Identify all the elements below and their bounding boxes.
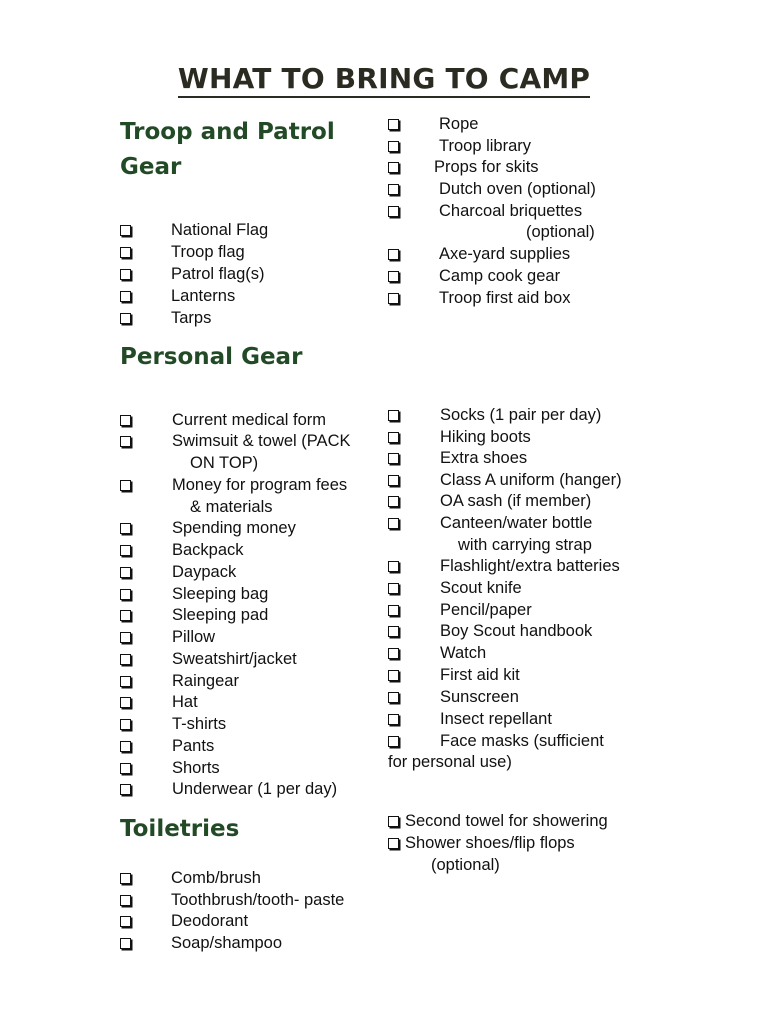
checklist-item-label: Face masks (sufficient [440,732,604,750]
checklist-item-label: Deodorant [171,912,249,930]
checkbox-icon[interactable] [388,583,399,594]
checklist-item-label: Props for skits [434,158,539,176]
checkbox-icon[interactable] [120,269,131,280]
checklist-item-label: First aid kit [440,666,520,684]
checkbox-icon[interactable] [388,838,399,849]
heading-toiletries: Toiletries [120,816,240,842]
checklist-item-label: Socks (1 pair per day) [440,406,602,424]
checkbox-icon[interactable] [120,873,131,884]
checklist-item-label: Comb/brush [171,869,261,887]
checklist-item-continuation: (optional) [431,856,500,874]
checkbox-icon[interactable] [120,567,131,578]
checklist-item-label: Pants [172,737,215,755]
checklist-item-label: Shower shoes/flip flops [405,834,575,852]
checklist-item-label: Troop first aid box [439,289,571,307]
checklist-item-label: Pencil/paper [440,601,532,619]
checklist-item-label: Lanterns [171,287,236,305]
checklist-item-label: Troop flag [171,243,245,261]
checklist-item-label: Raingear [172,672,239,690]
checkbox-icon[interactable] [120,247,131,258]
checkbox-icon[interactable] [120,719,131,730]
checkbox-icon[interactable] [388,162,399,173]
checklist-item-continuation: & materials [190,498,273,516]
checkbox-icon[interactable] [388,626,399,637]
checkbox-icon[interactable] [388,605,399,616]
checkbox-icon[interactable] [388,692,399,703]
checklist-item-label: Spending money [172,519,296,537]
checkbox-icon[interactable] [388,648,399,659]
checklist-item-label: Camp cook gear [439,267,561,285]
checklist-item-label: Money for program fees [172,476,348,494]
checkbox-icon[interactable] [388,816,399,827]
checklist-item-label: OA sash (if member) [440,492,592,510]
checklist-item-continuation: (optional) [526,223,595,241]
checkbox-icon[interactable] [120,589,131,600]
checklist-item-label: Daypack [172,563,237,581]
checklist-item-label: T-shirts [172,715,227,733]
checkbox-icon[interactable] [388,206,399,217]
checkbox-icon[interactable] [120,480,131,491]
checklist-item-label: Toothbrush/tooth- paste [171,891,345,909]
checkbox-icon[interactable] [388,410,399,421]
checklist-item-label: Axe-yard supplies [439,245,571,263]
checkbox-icon[interactable] [388,271,399,282]
checklist-item-label: Rope [439,115,479,133]
checklist-item-label: Class A uniform (hanger) [440,471,622,489]
checkbox-icon[interactable] [120,225,131,236]
page-title [0,62,768,95]
checkbox-icon[interactable] [120,916,131,927]
checkbox-icon[interactable] [120,632,131,643]
checkbox-icon[interactable] [388,496,399,507]
checkbox-icon[interactable] [120,697,131,708]
checkbox-icon[interactable] [388,141,399,152]
checkbox-icon[interactable] [388,714,399,725]
checklist-item-continuation: with carrying strap [458,536,592,554]
page-title-text: WHAT TO BRING TO CAMP [178,62,590,98]
checklist-item-label: Pillow [172,628,216,646]
checkbox-icon[interactable] [388,453,399,464]
checklist-item-label: Extra shoes [440,449,528,467]
checklist-item-label: Troop library [439,137,531,155]
checklist-item-label: Scout knife [440,579,522,597]
heading-troop-patrol-line1: Troop and Patrol [120,119,335,145]
checkbox-icon[interactable] [120,545,131,556]
checklist-item-label: Underwear (1 per day) [172,780,338,798]
checklist-item-label: National Flag [171,221,269,239]
heading-troop-patrol-line2: Gear [120,154,182,180]
checklist-item-label: Backpack [172,541,244,559]
checklist-item-label: Tarps [171,309,212,327]
checkbox-icon[interactable] [120,784,131,795]
checkbox-icon[interactable] [388,293,399,304]
checkbox-icon[interactable] [388,518,399,529]
checklist-item-label: Shorts [172,759,220,777]
checkbox-icon[interactable] [120,763,131,774]
heading-troop-patrol [120,115,335,185]
checkbox-icon[interactable] [120,938,131,949]
checklist-item-continuation: for personal use) [388,753,512,771]
heading-personal-gear: Personal Gear [120,344,303,370]
checklist-item-label: Canteen/water bottle [440,514,593,532]
checkbox-icon[interactable] [120,523,131,534]
checklist-item-label: Soap/shampoo [171,934,282,952]
checkbox-icon[interactable] [388,249,399,260]
checkbox-icon[interactable] [120,654,131,665]
checklist-item-label: Hiking boots [440,428,531,446]
checkbox-icon[interactable] [120,291,131,302]
checkbox-icon[interactable] [120,676,131,687]
checkbox-icon[interactable] [388,432,399,443]
checklist-item-label: Current medical form [172,411,327,429]
checklist-item-continuation: ON TOP) [190,454,259,472]
checkbox-icon[interactable] [120,313,131,324]
checkbox-icon[interactable] [388,736,399,747]
checklist-item-label: Dutch oven (optional) [439,180,596,198]
checkbox-icon[interactable] [120,436,131,447]
checklist-item-label: Swimsuit & towel (PACK [172,432,351,450]
checklist-item-label: Patrol flag(s) [171,265,265,283]
checklist-item-label: Sleeping bag [172,585,269,603]
checklist-item-label: Boy Scout handbook [440,622,593,640]
checkbox-icon[interactable] [388,184,399,195]
checkbox-icon[interactable] [388,475,399,486]
checkbox-icon[interactable] [388,561,399,572]
checklist-item-label: Second towel for showering [405,812,608,830]
checklist-item-label: Insect repellant [440,710,552,728]
checklist-item-label: Charcoal briquettes [439,202,583,220]
checkbox-icon[interactable] [388,119,399,130]
checklist-item-label: Sweatshirt/jacket [172,650,297,668]
checkbox-icon[interactable] [120,741,131,752]
checklist-item-label: Sunscreen [440,688,519,706]
checkbox-icon[interactable] [388,670,399,681]
checklist-item-label: Watch [440,644,487,662]
checklist-item-label: Flashlight/extra batteries [440,557,620,575]
checkbox-icon[interactable] [120,415,131,426]
checklist-item-label: Sleeping pad [172,606,269,624]
checklist-item-label: Hat [172,693,198,711]
checkbox-icon[interactable] [120,610,131,621]
checkbox-icon[interactable] [120,895,131,906]
